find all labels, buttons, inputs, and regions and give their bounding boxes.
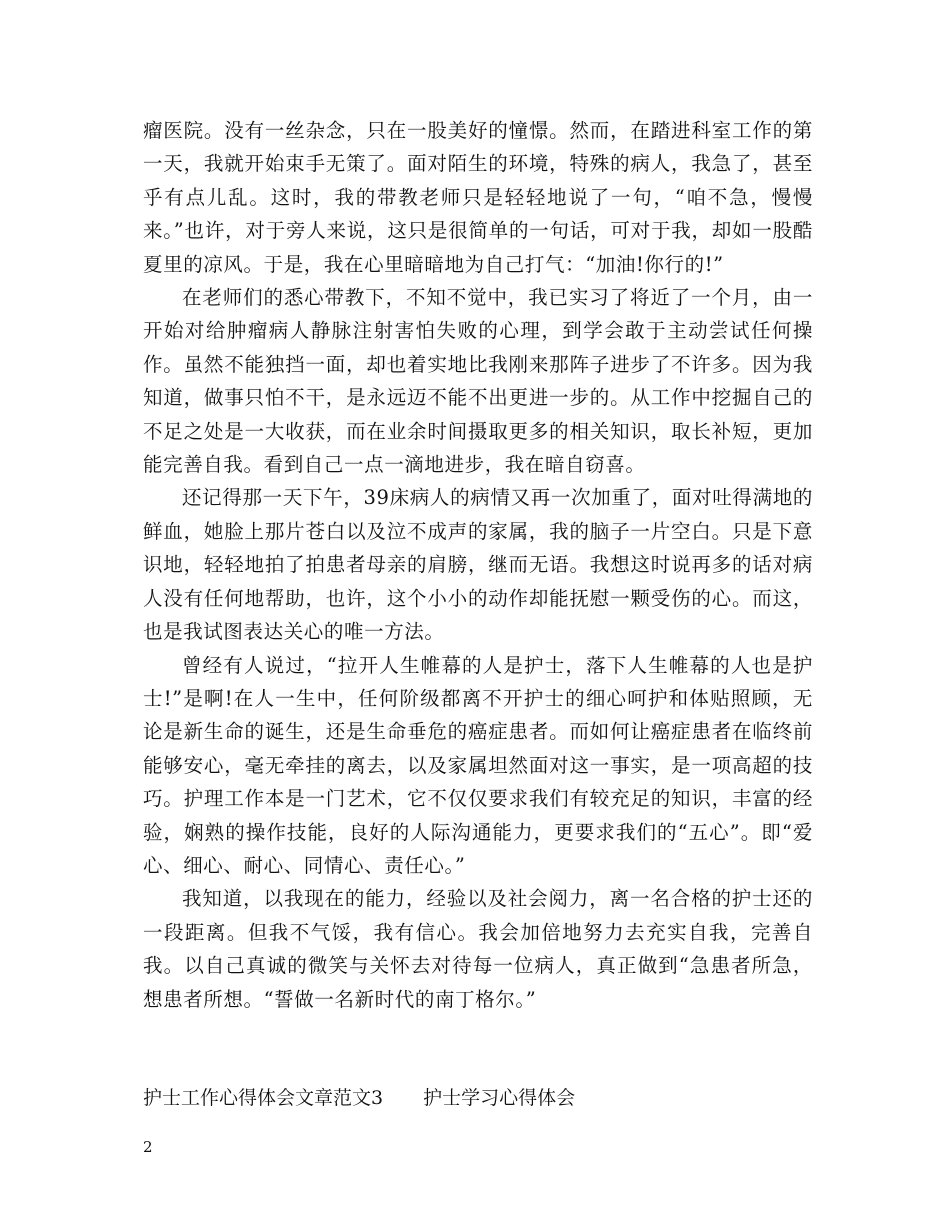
body-text — [143, 114, 813, 1016]
heading-left: 护士工作心得体会文章范文3 — [143, 1087, 384, 1109]
next-article-heading — [143, 1086, 575, 1110]
paragraph-5: 我知道，以我现在的能力，经验以及社会阅力，离一名合格的护士还的一段距离。但我不气馁，我有信心。我会加倍地努力去充实自我，完善自我。以自己真诚的微笑与关怀去对待每一位病人，真正做到“急患者所急，想患者所想。“誓做一名新时代的南丁格尔。” — [143, 887, 813, 1011]
paragraph-1: 瘤医院。没有一丝杂念，只在一股美好的憧憬。然而，在踏进科室工作的第一天，我就开始束手无策了。面对陌生的环境，特殊的病人，我急了，甚至乎有点儿乱。这时，我的带教老师只是轻轻地说了一句，“咱不急，慢慢来。”也许，对于旁人来说，这只是很简单的一句话，可对于我，却如一股酷夏里的凉风。于是，我在心里暗暗地为自己打气：“加油!你行的!” — [143, 119, 813, 276]
page-number: 2 — [143, 1138, 153, 1156]
paragraph-4: 曾经有人说过，“拉开人生帷幕的人是护士，落下人生帷幕的人也是护士!”是啊!在人一生中，任何阶级都离不开护士的细心呵护和体贴照顾，无论是新生命的诞生，还是生命垂危的癌症患者。而如何让癌症患者在临终前能够安心，毫无牵挂的离去，以及家属坦然面对这一事实，是一项高超的技巧。护理工作本是一门艺术，它不仅仅要求我们有较充足的知识，丰富的经验，娴熟的操作技能，良好的人际沟通能力，更要求我们的“五心”。即“爱心、细心、耐心、同情心、责任心。” — [143, 653, 813, 877]
paragraph-3: 还记得那一天下午，39床病人的病情又再一次加重了，面对吐得满地的鲜血，她脸上那片苍白以及泣不成声的家属，我的脑子一片空白。只是下意识地，轻轻地拍了拍患者母亲的肩膀，继而无语。我想这时说再多的话对病人没有任何地帮助，也许，这个小小的动作却能抚慰一颗受伤的心。而这，也是我试图表达关心的唯一方法。 — [143, 486, 813, 644]
paragraph-2: 在老师们的悉心带教下，不知不觉中，我已实习了将近了一个月，由一开始对给肿瘤病人静脉注射害怕失败的心理，到学会敢于主动尝试任何操作。虽然不能独挡一面，却也着实地比我刚来那阵子进步了不许多。因为我知道，做事只怕不干，是永远迈不能不出更进一步的。从工作中挖掘自己的不足之处是一大收获，而在业余时间摄取更多的相关知识，取长补短，更加能完善自我。看到自己一点一滴地进步，我在暗自窃喜。 — [143, 286, 813, 477]
heading-right: 护士学习心得体会 — [423, 1087, 576, 1109]
